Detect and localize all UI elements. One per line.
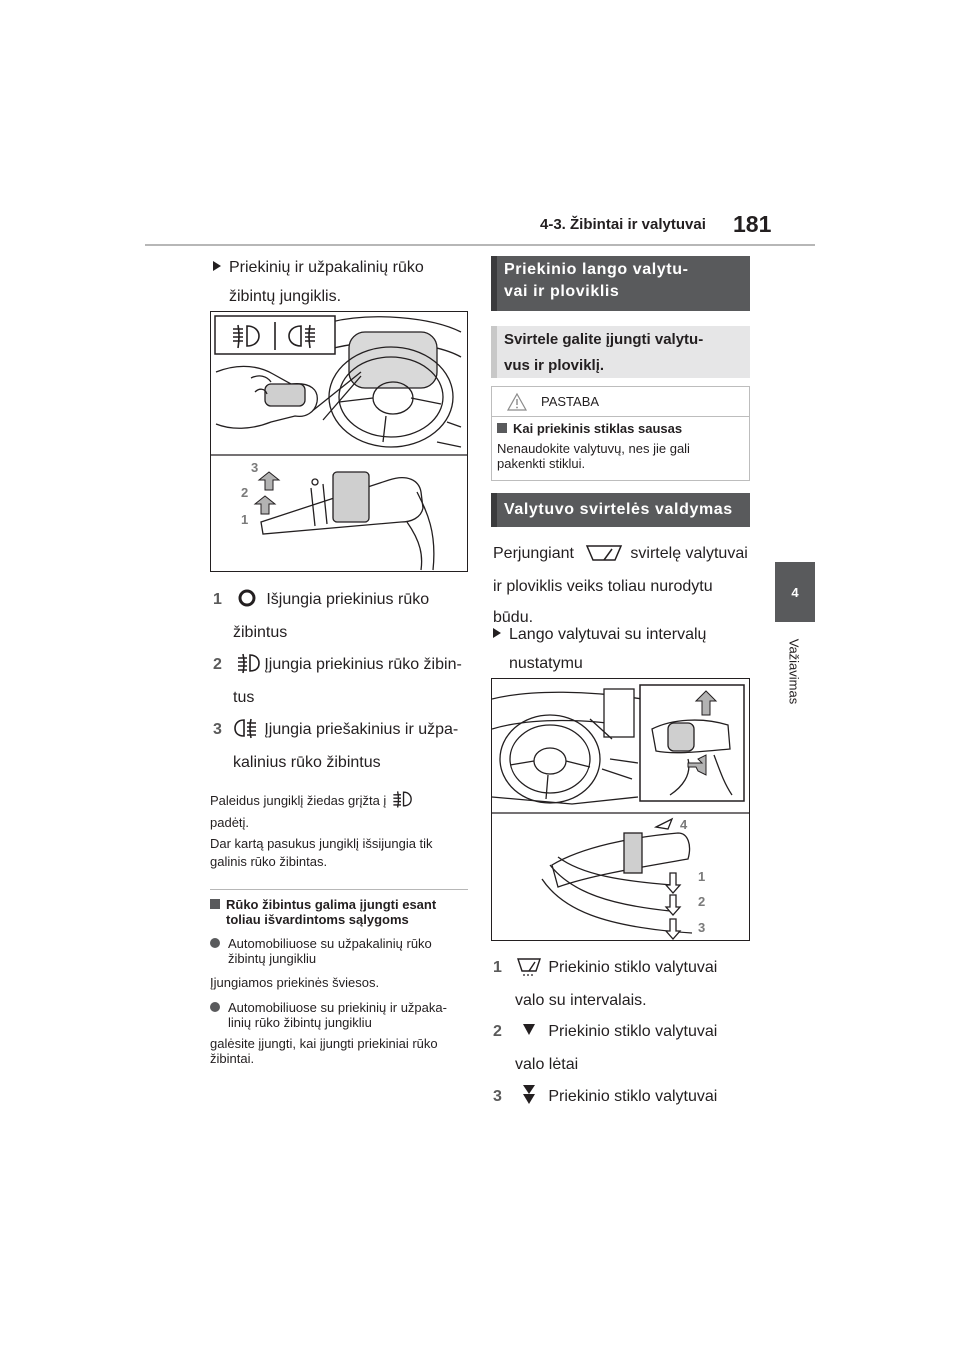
summary-box: Svirtele galite įjungti valytu- vus ir ploviklį. [491,326,750,378]
conditions-heading: Rūko žibintus galima įjungti esant toliau išvardintoms sąlygoms [210,897,470,927]
header-rule [145,244,815,246]
note-text: galinis rūko žibintas. [210,854,328,869]
callout-2: 2 [241,485,249,500]
fog-off-icon [236,588,258,608]
notice-text: Nenaudokite valytuvų, nes jie gali pakenkti stiklui. [497,441,690,471]
notice-box [491,386,750,481]
square-bullet-icon [210,899,220,909]
bullet-dot-icon [210,1002,220,1012]
section-title: 4-3. Žibintai ir valytuvai [540,216,706,233]
callout-4: 4 [680,817,688,832]
section-heading: Priekinio lango valytu- vai ir ploviklis [491,256,750,311]
notice-title: Kai priekinis stiklas sausas [497,421,682,436]
list-item: 1 Priekinio stiklo valytuvai valo su intervalais. [493,953,753,1015]
notice-label: PASTABA [541,394,600,409]
bullet-item: Automobiliuose su užpakalinių rūko žibintų jungikliu [210,936,470,966]
front-fog-icon [234,652,260,674]
divider [210,889,468,890]
pointer-arrow-icon [493,628,501,638]
wiper-icon [584,541,624,563]
list-item: 1 Išjungia priekinius rūko žibintus [213,585,473,647]
wiper-low-icon [516,1019,542,1041]
fog-switch-illustration [211,312,467,571]
interval-intro: Lango valytuvai su intervalų nustatymu [493,620,753,678]
front-fog-icon [390,789,412,809]
list-item: 3 Įjungia priešakinius ir užpa- kalinius rūko žibintus [213,715,473,777]
list-item: 2 Įjungia priekinius rūko žibin- tus [213,650,473,712]
callout-2: 2 [698,894,706,909]
bullet-dot-icon [210,938,220,948]
callout-3: 3 [698,920,706,935]
lever-heading: Valytuvo svirtelės valdymas [491,493,750,527]
fog-switch-figure [210,311,468,572]
callout-1: 1 [698,869,706,884]
callout-3: 3 [251,460,259,475]
wiper-paragraph: Perjungiant svirtelę valytuvai ir ploviklis veiks toliau nurodytu būdu. [493,539,753,632]
note-text: Dar kartą pasukus jungiklį išsijungia tik [210,836,433,851]
bullet-item: Automobiliuose su priekinių ir užpaka- linių rūko žibintų jungikliu [210,1000,472,1030]
callout-1: 1 [241,512,249,527]
list-item: 3 Priekinio stiklo valytuvai [493,1082,753,1111]
pointer-arrow-icon [213,261,221,271]
note-return: Paleidus jungiklį žiedas grįžta į [210,789,470,809]
note-text: padėtį. [210,815,250,830]
intro-text: Priekinių ir užpakalinių rūko žibintų jungiklis. [213,253,473,311]
bullet-text: galėsite įjungti, kai įjungti priekiniai rūko žibintai. [210,1036,438,1066]
wiper-high-icon [516,1083,542,1107]
rear-fog-icon [234,717,260,739]
wiper-lever-illustration [492,679,749,940]
bullet-text: Įjungiamos priekinės šviesos. [210,975,380,990]
notice-header [492,387,749,417]
list-item: 2 Priekinio stiklo valytuvai valo lėtai [493,1017,753,1079]
chapter-tab[interactable]: 4 [775,562,815,622]
square-bullet-icon [497,423,507,433]
page-number: 181 [733,211,772,237]
wiper-interval-icon [516,955,542,977]
wiper-lever-figure [491,678,750,941]
warning-triangle-icon [506,392,528,412]
